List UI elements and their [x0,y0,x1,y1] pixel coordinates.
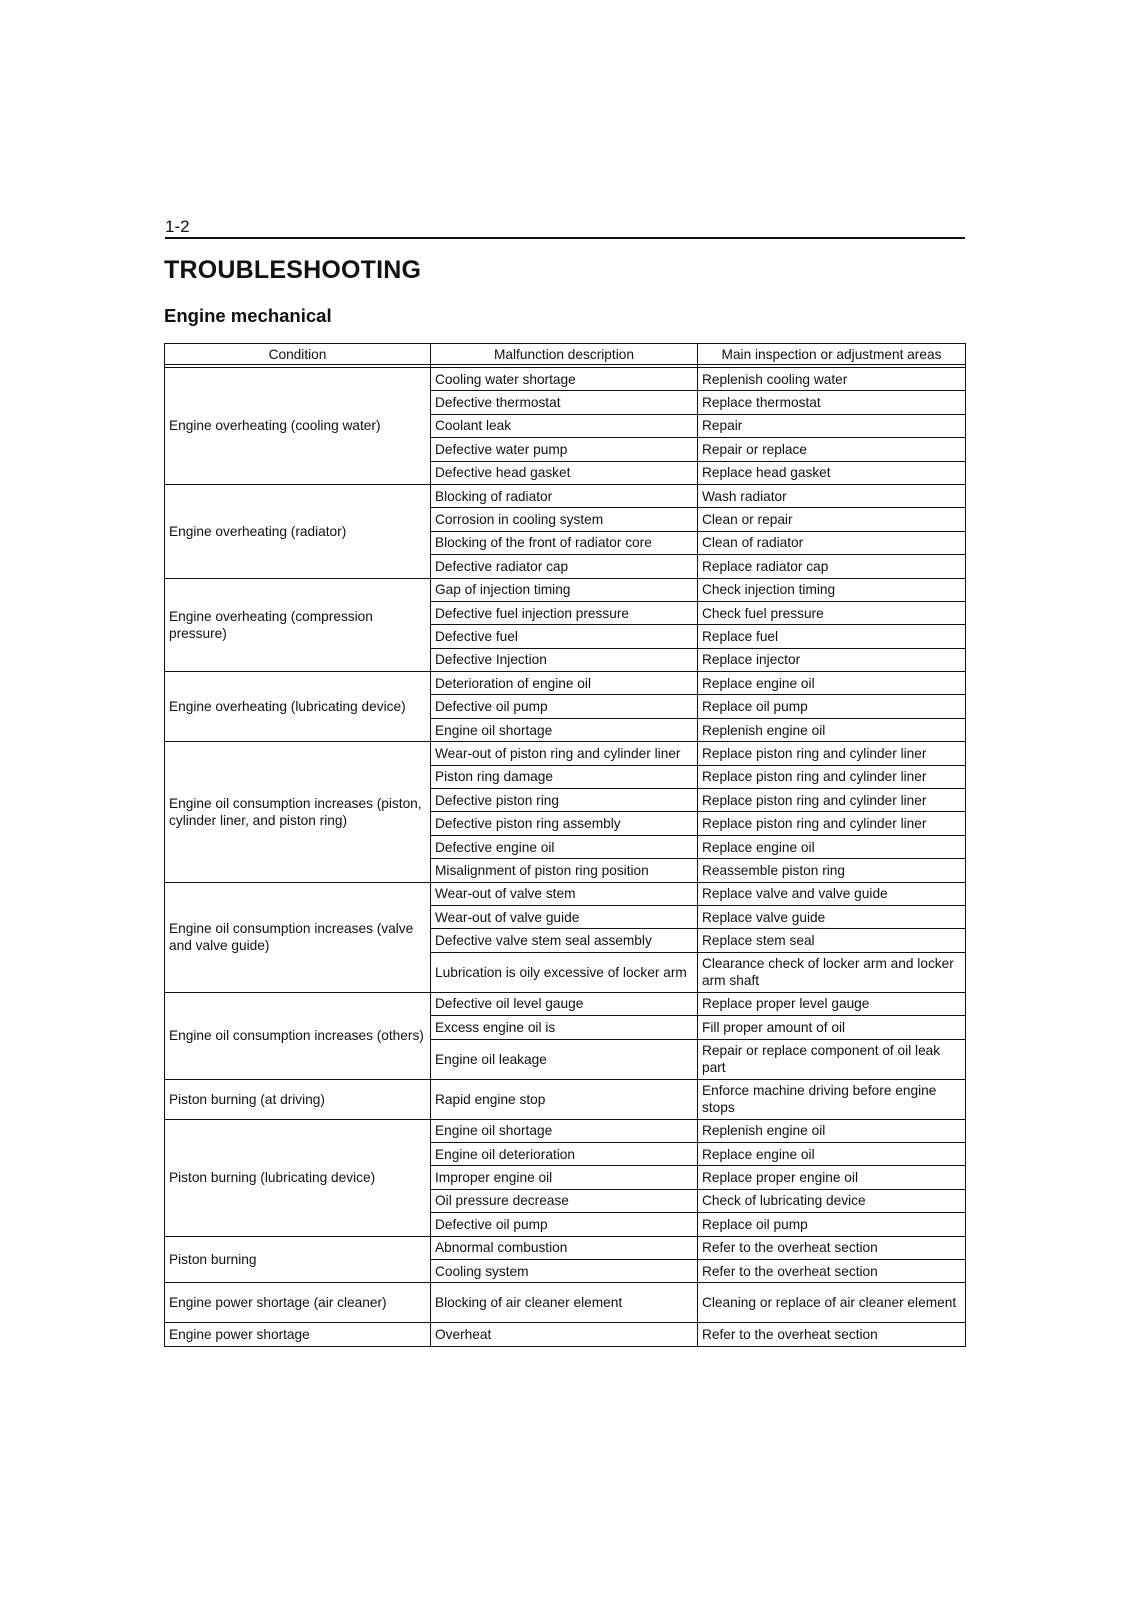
condition-cell: Engine power shortage (air cleaner) [165,1283,431,1323]
inspection-cell: Replenish engine oil [698,1119,966,1142]
inspection-cell: Wash radiator [698,484,966,507]
table-row [165,484,966,507]
inspection-cell: Clean of radiator [698,531,966,554]
inspection-cell: Clearance check of locker arm and locker arm shaft [698,952,966,992]
table-row [165,1323,966,1346]
inspection-cell: Refer to the overheat section [698,1236,966,1259]
page-title: TROUBLESHOOTING [164,256,422,284]
malfunction-cell: Gap of injection timing [431,578,698,601]
malfunction-cell: Wear-out of valve guide [431,905,698,928]
malfunction-cell: Cooling system [431,1259,698,1282]
malfunction-cell: Defective radiator cap [431,555,698,578]
table-row [165,1283,966,1323]
inspection-cell: Replace piston ring and cylinder liner [698,812,966,835]
malfunction-cell: Defective thermostat [431,391,698,414]
condition-cell: Engine oil consumption increases (others) [165,992,431,1079]
condition-cell: Engine oil consumption increases (piston, cylinder liner, and piston ring) [165,742,431,882]
inspection-cell: Fill proper amount of oil [698,1016,966,1039]
malfunction-cell: Defective valve stem seal assembly [431,929,698,952]
condition-cell: Piston burning (at driving) [165,1079,431,1119]
table-row [165,742,966,765]
inspection-cell: Cleaning or replace of air cleaner element [698,1283,966,1323]
malfunction-cell: Rapid engine stop [431,1079,698,1119]
malfunction-cell: Blocking of air cleaner element [431,1283,698,1323]
inspection-cell: Replace proper level gauge [698,992,966,1015]
malfunction-cell: Defective Injection [431,648,698,671]
inspection-cell: Replace fuel [698,625,966,648]
malfunction-cell: Cooling water shortage [431,368,698,391]
malfunction-cell: Defective oil level gauge [431,992,698,1015]
malfunction-cell: Misalignment of piston ring position [431,859,698,882]
condition-cell: Engine oil consumption increases (valve and valve guide) [165,882,431,992]
inspection-cell: Check fuel pressure [698,601,966,624]
column-header-inspection: Main inspection or adjustment areas [698,344,966,365]
inspection-cell: Repair [698,414,966,437]
malfunction-cell: Blocking of radiator [431,484,698,507]
malfunction-cell: Defective water pump [431,438,698,461]
inspection-cell: Clean or repair [698,508,966,531]
section-title: Engine mechanical [164,305,332,326]
inspection-cell: Replace thermostat [698,391,966,414]
table-body [165,368,966,1347]
troubleshooting-table [164,343,966,1347]
inspection-cell: Replenish engine oil [698,718,966,741]
inspection-cell: Replace engine oil [698,672,966,695]
malfunction-cell: Overheat [431,1323,698,1346]
malfunction-cell: Defective oil pump [431,1213,698,1236]
malfunction-cell: Improper engine oil [431,1166,698,1189]
inspection-cell: Refer to the overheat section [698,1259,966,1282]
table-row [165,672,966,695]
malfunction-cell: Engine oil deterioration [431,1142,698,1165]
inspection-cell: Reassemble piston ring [698,859,966,882]
inspection-cell: Replace radiator cap [698,555,966,578]
malfunction-cell: Engine oil leakage [431,1039,698,1079]
page-number: 1-2 [165,217,190,236]
malfunction-cell: Lubrication is oily excessive of locker arm [431,952,698,992]
inspection-cell: Replace stem seal [698,929,966,952]
malfunction-cell: Coolant leak [431,414,698,437]
table-row [165,1079,966,1119]
condition-cell: Engine power shortage [165,1323,431,1346]
inspection-cell: Enforce machine driving before engine stops [698,1079,966,1119]
inspection-cell: Refer to the overheat section [698,1323,966,1346]
condition-cell: Piston burning [165,1236,431,1283]
inspection-cell: Replace engine oil [698,1142,966,1165]
malfunction-cell: Wear-out of piston ring and cylinder liner [431,742,698,765]
inspection-cell: Replace valve guide [698,905,966,928]
malfunction-cell: Defective piston ring assembly [431,812,698,835]
inspection-cell: Replace proper engine oil [698,1166,966,1189]
malfunction-cell: Oil pressure decrease [431,1189,698,1212]
inspection-cell: Replace piston ring and cylinder liner [698,742,966,765]
table-row [165,368,966,391]
malfunction-cell: Blocking of the front of radiator core [431,531,698,554]
malfunction-cell: Piston ring damage [431,765,698,788]
column-header-malfunction: Malfunction description [431,344,698,365]
table-row [165,1236,966,1259]
inspection-cell: Replace head gasket [698,461,966,484]
condition-cell: Engine overheating (lubricating device) [165,672,431,742]
inspection-cell: Replace injector [698,648,966,671]
table-row [165,1119,966,1142]
table-row [165,882,966,905]
malfunction-cell: Defective fuel injection pressure [431,601,698,624]
inspection-cell: Check injection timing [698,578,966,601]
inspection-cell: Repair or replace component of oil leak part [698,1039,966,1079]
malfunction-cell: Defective piston ring [431,789,698,812]
malfunction-cell: Abnormal combustion [431,1236,698,1259]
inspection-cell: Replace engine oil [698,835,966,858]
condition-cell: Piston burning (lubricating device) [165,1119,431,1236]
inspection-cell: Check of lubricating device [698,1189,966,1212]
inspection-cell: Replace piston ring and cylinder liner [698,765,966,788]
table-row [165,578,966,601]
column-header-condition: Condition [165,344,431,365]
inspection-cell: Replace oil pump [698,695,966,718]
malfunction-cell: Defective engine oil [431,835,698,858]
malfunction-cell: Defective fuel [431,625,698,648]
inspection-cell: Replace piston ring and cylinder liner [698,789,966,812]
inspection-cell: Replace valve and valve guide [698,882,966,905]
malfunction-cell: Wear-out of valve stem [431,882,698,905]
inspection-cell: Replace oil pump [698,1213,966,1236]
malfunction-cell: Defective oil pump [431,695,698,718]
malfunction-cell: Corrosion in cooling system [431,508,698,531]
condition-cell: Engine overheating (cooling water) [165,368,431,485]
malfunction-cell: Defective head gasket [431,461,698,484]
malfunction-cell: Deterioration of engine oil [431,672,698,695]
table-header-row [165,344,966,365]
malfunction-cell: Excess engine oil is [431,1016,698,1039]
inspection-cell: Repair or replace [698,438,966,461]
header-rule [165,237,965,239]
condition-cell: Engine overheating (compression pressure) [165,578,431,672]
malfunction-cell: Engine oil shortage [431,718,698,741]
condition-cell: Engine overheating (radiator) [165,484,431,578]
inspection-cell: Replenish cooling water [698,368,966,391]
malfunction-cell: Engine oil shortage [431,1119,698,1142]
table-row [165,992,966,1015]
